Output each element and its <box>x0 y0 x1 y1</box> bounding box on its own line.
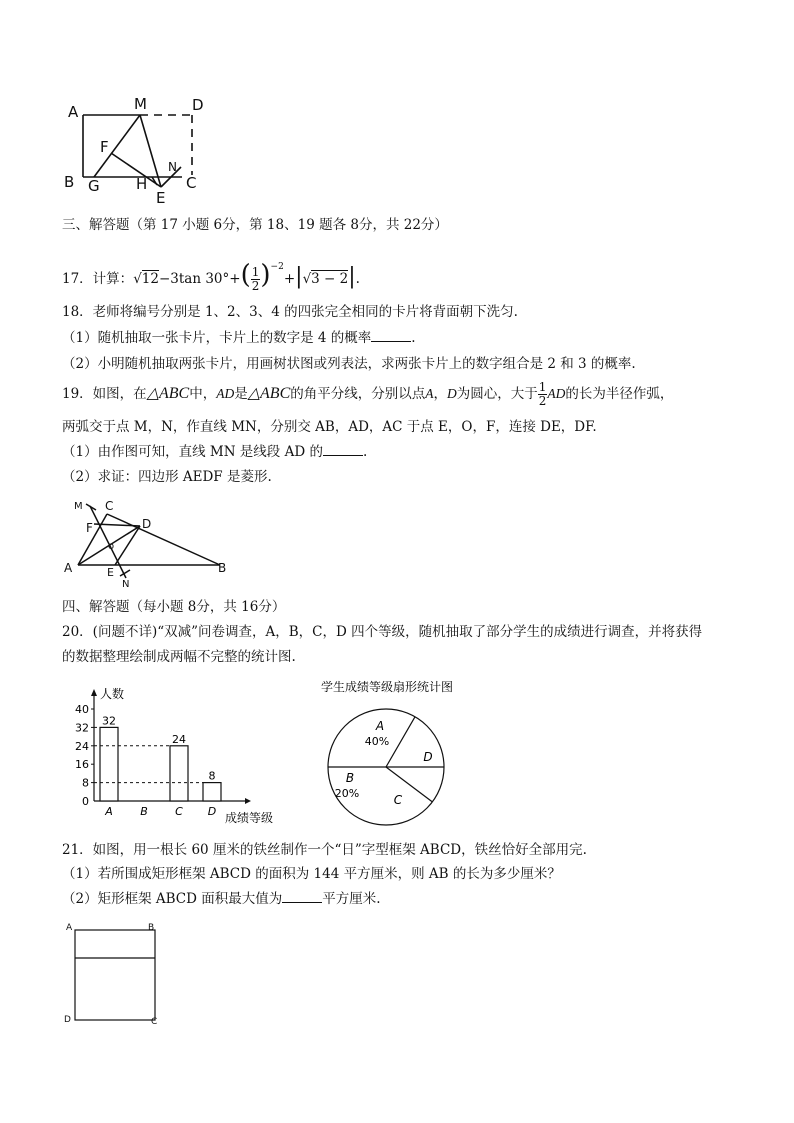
section3-heading: 三、解答题（第 17 小题 6分，第 18、19 题各 8分，共 22分） <box>62 217 448 233</box>
q19-ad2: AD <box>547 386 566 401</box>
label-c: C <box>105 499 114 513</box>
q19-part2: （2）求证：四边形 AEDF 是菱形. <box>62 469 272 485</box>
x-axis-arrow <box>245 798 251 804</box>
q17 <box>62 250 360 293</box>
q19-l1b: 中， <box>189 386 217 402</box>
label-f: F <box>86 521 93 535</box>
label-d: D <box>142 517 152 531</box>
q19-p1-blank <box>323 443 363 456</box>
q18-part2: （2）小明随机抽取两张卡片，用画树状图或列表法，求两张卡片上的数字组合是 2 和 3 的概率. <box>62 356 636 372</box>
sqrt-symbol-2: √ <box>302 271 312 287</box>
label-c: C <box>186 174 197 192</box>
y-tick-label: 16 <box>75 758 89 772</box>
geometry-figure-rectangle <box>60 95 210 207</box>
y-axis-label: 人数 <box>100 687 125 701</box>
segment-ed <box>115 526 140 565</box>
paren-open: ( <box>240 260 251 290</box>
q19-l1a: 19．如图，在 <box>62 386 147 402</box>
label-e: E <box>107 566 114 579</box>
abs-bar-left: | <box>295 264 303 289</box>
y-tick-label: 24 <box>75 739 89 753</box>
label-f: F <box>100 138 109 156</box>
pie-slice-percent-B: 20% <box>334 787 360 800</box>
q19-a: A <box>425 386 434 401</box>
q17-frac-den: 2 <box>251 279 260 293</box>
paren-close: ) <box>260 260 271 290</box>
q19-fraction <box>538 381 548 408</box>
pie-slice-label-D: D <box>423 750 433 764</box>
label-d: D <box>64 1015 71 1025</box>
q19-p1-text: （1）由作图可知，直线 MN 是线段 AD 的 <box>62 444 323 460</box>
q19-frac-den: 2 <box>538 394 547 408</box>
x-tick-label: D <box>207 805 217 818</box>
label-a: A <box>64 561 73 575</box>
q19-tri2: △ABC <box>247 385 291 402</box>
label-n: N <box>168 160 177 174</box>
q18-p1-end: . <box>411 330 416 346</box>
q19-l1e: 为圆心，大于 <box>456 386 538 402</box>
q19-l1c: 是 <box>234 386 248 402</box>
q19-line2: 两弧交于点 M，N，作直线 MN，分别交 AB，AD，AC 于点 E，O，F，连接 DE，DF. <box>62 419 597 435</box>
label-a: A <box>66 923 73 933</box>
bar-chart <box>60 684 310 829</box>
q19-tri1: △ABC <box>146 385 190 402</box>
q21-part1: （1）若所围成矩形框架 ABCD 的面积为 144 平方厘米，则 AB 的长为多少厘米？ <box>62 866 561 882</box>
bar-A <box>100 727 118 801</box>
q18-stem: 18．老师将编号分别是 1、2、3、4 的四张完全相同的卡片将背面朝下洗匀. <box>62 304 518 320</box>
bar-C <box>170 746 188 801</box>
q17-frac-num: 1 <box>251 265 260 279</box>
ri-frame-figure <box>60 918 170 1028</box>
y-tick-label: 32 <box>75 721 89 735</box>
bar-D <box>203 783 221 801</box>
q17-sqrt12: 12 <box>141 271 159 287</box>
q19-comma: ， <box>433 386 447 402</box>
label-b: B <box>218 561 227 575</box>
q17-plus: + <box>283 271 296 287</box>
q17-abs-inner: 3 − 2 <box>311 271 349 287</box>
pie-slice-label-C: C <box>393 793 403 807</box>
sqrt-symbol: √ <box>133 271 142 287</box>
q19-l1f: 的长为半径作弧， <box>565 386 674 402</box>
label-b: B <box>148 923 155 933</box>
x-tick-label: A <box>105 805 113 818</box>
q21-p2-end: 平方厘米. <box>322 891 381 907</box>
y-axis-arrow <box>91 689 97 696</box>
q18-p1-text: （1）随机抽取一张卡片，卡片上的数字是 4 的概率 <box>62 330 372 346</box>
segment-cb <box>107 514 220 565</box>
q17-prefix: 17．计算： <box>62 271 134 287</box>
q20-line1: 20．(问题不详)“双减”问卷调查，A，B，C，D 四个等级，随机抽取了部分学生的成绩进行调查，并将获得 <box>62 624 703 640</box>
label-h: H <box>136 175 148 193</box>
q18-part1 <box>62 329 416 347</box>
label-m: M <box>134 95 147 113</box>
q17-tan: −3tan 30°+ <box>158 271 241 287</box>
bar-value-label: 24 <box>172 732 186 746</box>
pie-chart <box>300 676 490 836</box>
x-tick-label: C <box>175 805 183 818</box>
label-g: G <box>88 177 100 195</box>
pie-slice-label-B: B <box>345 771 355 785</box>
section4-heading: 四、解答题（每小题 8分，共 16分） <box>62 599 286 615</box>
label-o: o <box>108 541 115 552</box>
y-tick-label: 8 <box>82 776 89 790</box>
q19-part1 <box>62 443 367 461</box>
pie-slice-percent-A: 40% <box>364 735 390 748</box>
geometry-figure-triangle <box>60 496 235 588</box>
x-tick-label: B <box>140 805 148 818</box>
q17-end: . <box>355 271 360 287</box>
q21-p2-blank <box>282 890 322 903</box>
bar-value-label: 8 <box>208 769 216 783</box>
q20-line2: 的数据整理绘制成两幅不完整的统计图. <box>62 649 296 665</box>
q21-stem: 21．如图，用一根长 60 厘米的铁丝制作一个“日”字型框架 ABCD，铁丝恰好全部用完. <box>62 842 587 858</box>
label-m: M <box>74 501 83 512</box>
q21-part2 <box>62 890 381 908</box>
label-n: N <box>122 579 130 588</box>
q17-fraction <box>251 266 261 293</box>
q19-d: D <box>447 386 457 401</box>
q21-p2-text: （2）矩形框架 ABCD 面积最大值为 <box>62 891 283 907</box>
q19-l1d: 的角平分线，分别以点 <box>290 386 426 402</box>
q19-p1-end: . <box>362 444 368 460</box>
q19-line1 <box>62 378 673 410</box>
y-tick-label: 40 <box>75 703 89 716</box>
pie-slice-label-A: A <box>375 719 385 733</box>
y-tick-label: 0 <box>82 795 89 808</box>
q18-p1-blank <box>371 329 411 342</box>
label-a: A <box>68 103 79 121</box>
bar-value-label: 32 <box>102 714 116 728</box>
abs-bar-right: | <box>348 264 356 289</box>
q19-ad: AD <box>216 386 235 401</box>
q17-exp: −2 <box>270 262 284 272</box>
frame-rect <box>75 930 155 1020</box>
label-c: C <box>151 1017 158 1027</box>
q19-frac-num: 1 <box>538 380 547 394</box>
pie-title: 学生成绩等级扇形统计图 <box>320 680 454 694</box>
label-e: E <box>156 189 166 207</box>
x-axis-label: 成绩等级 <box>225 811 274 825</box>
label-b: B <box>64 173 75 191</box>
label-d: D <box>192 96 204 114</box>
